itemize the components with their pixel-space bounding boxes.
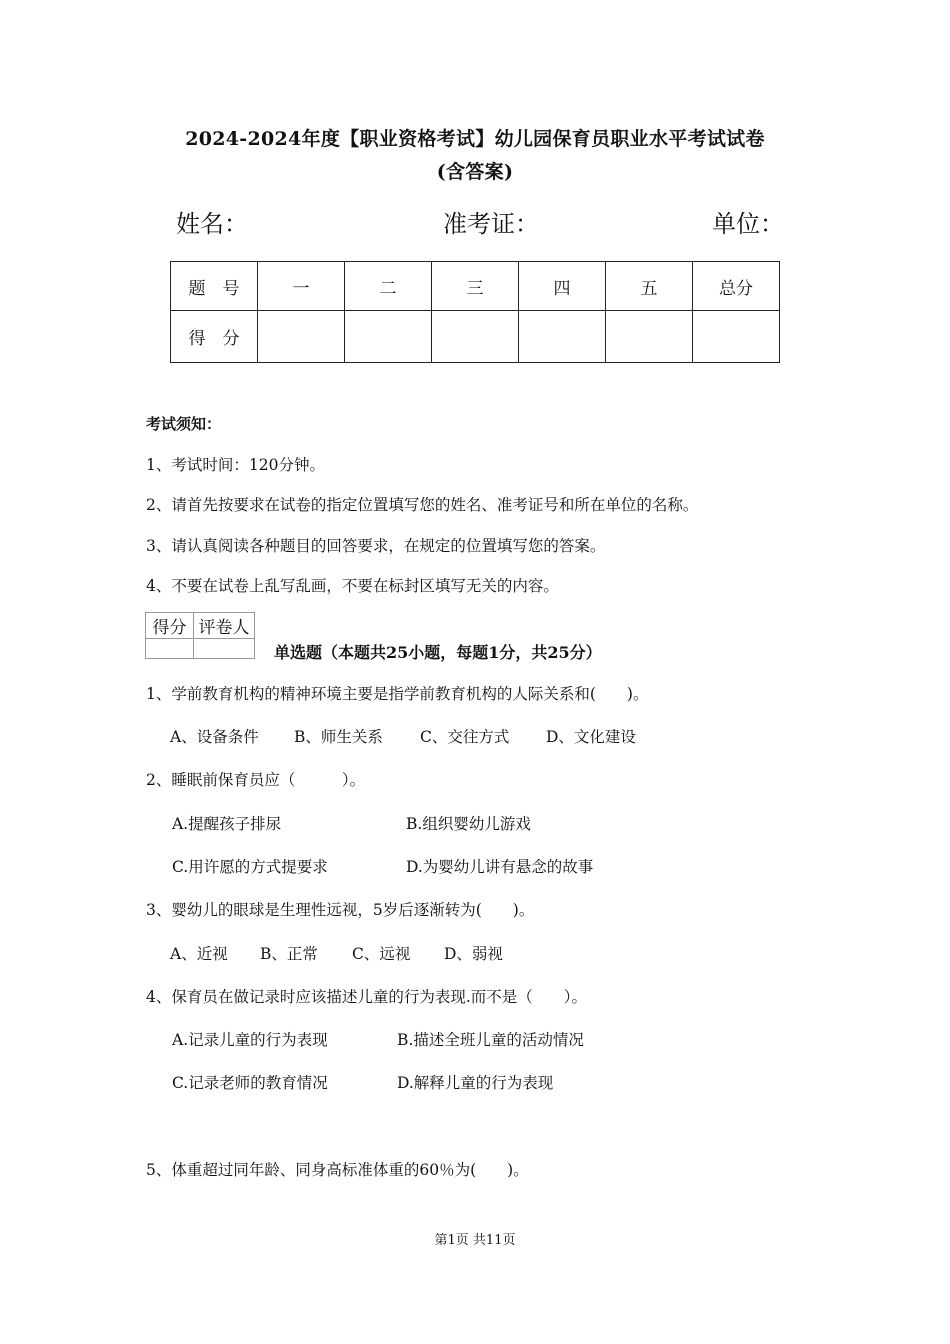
unit-field-label: 单位：	[712, 210, 784, 238]
page-footer: 第1页 共11页	[434, 1233, 516, 1248]
score-table-col-3: 三	[432, 262, 519, 311]
q3-option-d: D、弱视	[444, 945, 503, 963]
score-table-col-5: 五	[606, 262, 693, 311]
notice-item: 3、请认真阅读各种题目的回答要求，在规定的位置填写您的答案。	[146, 537, 606, 555]
score-cell[interactable]	[606, 311, 693, 363]
score-table-score-label: 得 分	[171, 311, 258, 363]
q2-option-b: B.组织婴幼儿游戏	[406, 815, 531, 833]
q4-option-c: C.记录老师的教育情况	[172, 1074, 328, 1092]
score-table-col-2: 二	[345, 262, 432, 311]
score-table-col-1: 一	[258, 262, 345, 311]
notice-item: 4、不要在试卷上乱写乱画，不要在标封区填写无关的内容。	[146, 577, 559, 595]
score-cell[interactable]	[519, 311, 606, 363]
score-cell[interactable]	[432, 311, 519, 363]
question-1: 1、学前教育机构的精神环境主要是指学前教育机构的人际关系和( )。	[146, 685, 649, 703]
exam-title: 2024-2024年度【职业资格考试】幼儿园保育员职业水平考试试卷	[185, 128, 765, 150]
notice-heading: 考试须知：	[146, 415, 222, 433]
q4-option-b: B.描述全班儿童的活动情况	[397, 1031, 584, 1049]
score-table-col-4: 四	[519, 262, 606, 311]
section-title: 单选题（本题共25小题，每题1分，共25分）	[274, 643, 602, 662]
question-5: 5、体重超过同年龄、同身高标准体重的60％为( )。	[146, 1161, 529, 1179]
score-table	[170, 261, 780, 363]
q1-option-d: D、文化建设	[546, 728, 636, 746]
notice-item: 2、请首先按要求在试卷的指定位置填写您的姓名、准考证号和所在单位的名称。	[146, 496, 699, 514]
grader-box-score-cell[interactable]	[146, 639, 194, 659]
q3-option-a: A、近视	[170, 945, 228, 963]
q1-option-b: B、师生关系	[294, 728, 383, 746]
score-cell-total[interactable]	[693, 311, 780, 363]
q2-option-c: C.用许愿的方式提要求	[172, 858, 328, 876]
grader-box-grader-label: 评卷人	[194, 613, 255, 639]
notice-item: 1、考试时间：120分钟。	[146, 456, 325, 474]
score-table-col-total: 总分	[693, 262, 780, 311]
grader-box-grader-cell[interactable]	[194, 639, 255, 659]
score-table-header-row	[171, 262, 780, 311]
q4-option-d: D.解释儿童的行为表现	[397, 1074, 554, 1092]
q4-option-a: A.记录儿童的行为表现	[172, 1031, 328, 1049]
exam-id-field-label: 准考证：	[443, 210, 539, 238]
question-4: 4、保育员在做记录时应该描述儿童的行为表现.而不是（ ）。	[146, 988, 588, 1006]
q1-option-a: A、设备条件	[170, 728, 259, 746]
q2-option-a: A.提醒孩子排尿	[172, 815, 282, 833]
score-cell[interactable]	[258, 311, 345, 363]
q3-option-b: B、正常	[260, 945, 318, 963]
name-field-label: 姓名：	[176, 210, 248, 238]
q3-option-c: C、远视	[352, 945, 411, 963]
grader-box	[145, 612, 255, 659]
question-2: 2、睡眠前保育员应（ ）。	[146, 771, 366, 789]
grader-box-score-label: 得分	[146, 613, 194, 639]
exam-subtitle: (含答案)	[436, 161, 514, 183]
q1-option-c: C、交往方式	[420, 728, 510, 746]
score-cell[interactable]	[345, 311, 432, 363]
score-table-score-row	[171, 311, 780, 363]
question-3: 3、婴幼儿的眼球是生理性远视，5岁后逐渐转为( )。	[146, 901, 535, 919]
score-table-header-label: 题 号	[171, 262, 258, 311]
q2-option-d: D.为婴幼儿讲有悬念的故事	[406, 858, 594, 876]
